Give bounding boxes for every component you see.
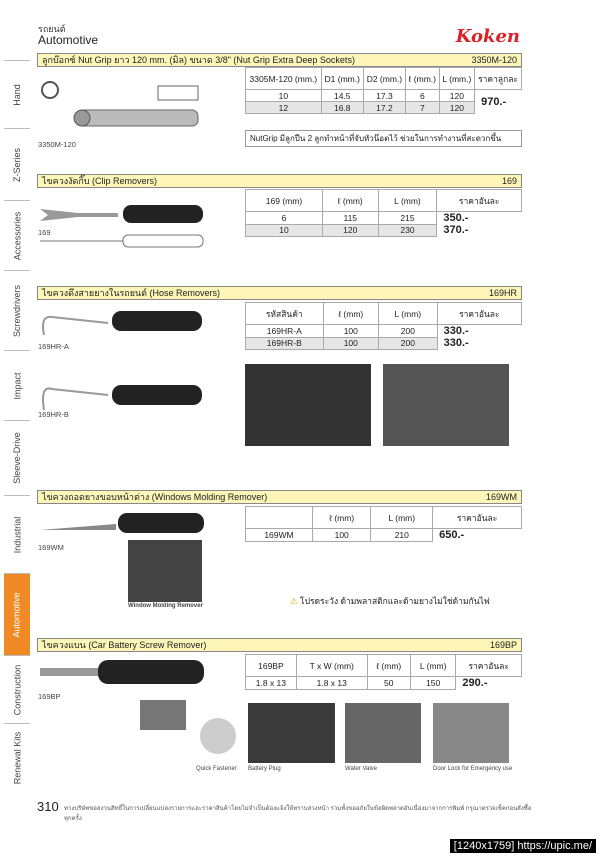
- column-header: ℓ (mm): [323, 303, 379, 325]
- clip-remover-image: [38, 195, 208, 265]
- molding-photo: [128, 540, 202, 602]
- product-note: NutGrip มีลูกปืน 2 ลูกทำหน้าที่จับหัวน๊อตไว้ ช่วยในการทำงานที่สะดวกขึ้น: [245, 130, 522, 147]
- socket-image: [38, 80, 208, 140]
- table-row: [246, 212, 522, 225]
- sidebar-tab-screwdrivers[interactable]: [4, 270, 30, 350]
- section-code: 3350M-120: [471, 55, 517, 65]
- table-row: [246, 325, 522, 338]
- table-cell: 215: [378, 212, 437, 225]
- column-header: ℓ (mm): [367, 655, 410, 677]
- section-code: 169: [501, 176, 517, 186]
- column-header: L (mm): [410, 655, 456, 677]
- table-cell: 16.8: [321, 102, 363, 114]
- photo-caption: Door Lock for Emergency use: [433, 766, 513, 772]
- photo-caption: Quick Fastener: [196, 766, 237, 772]
- photo-caption: Window Molding Remover: [128, 603, 203, 609]
- sidebar-tab-renewal-kits[interactable]: [4, 723, 30, 791]
- column-header: L (mm.): [439, 68, 474, 90]
- sidebar-tab-label: Construction: [12, 664, 22, 715]
- column-header: D2 (mm.): [363, 68, 405, 90]
- table-cell: 14.5: [321, 90, 363, 102]
- sidebar-tab-label: Automotive: [12, 591, 22, 638]
- column-header: ราคาอันละ: [456, 655, 522, 677]
- sidebar-tab-construction[interactable]: [4, 655, 30, 723]
- table-row: [246, 337, 522, 349]
- hose-remover-image: [38, 305, 208, 425]
- sidebar-tab-label: Sleeve-Drive: [12, 432, 22, 484]
- table-row: [246, 677, 522, 690]
- table-cell: 230: [378, 224, 437, 236]
- column-header: [246, 507, 313, 529]
- column-header: 3305M-120 (mm.): [246, 68, 322, 90]
- table-row: [246, 529, 522, 542]
- warning-icon: ⚠: [290, 596, 298, 606]
- engine-photo: [245, 364, 371, 446]
- column-header: ราคาอันละ: [437, 303, 521, 325]
- table-cell: 650.-: [433, 529, 522, 542]
- table-cell: 330.-: [437, 325, 521, 338]
- sidebar-tab-label: Accessories: [12, 211, 23, 260]
- section-title: ไขควงงัดกิ๊บ (Clip Removers): [42, 176, 158, 186]
- column-header: L (mm): [378, 190, 437, 212]
- table-cell: 100: [323, 325, 379, 338]
- blade-image: [140, 700, 186, 730]
- section-title: ไขควงแบน (Car Battery Screw Remover): [42, 640, 207, 650]
- table-cell: 10: [246, 90, 322, 102]
- section-window-molding: [37, 490, 522, 504]
- sidebar-tab-automotive[interactable]: [4, 573, 30, 655]
- brand-logo: Koken: [455, 26, 520, 47]
- section-code: 169BP: [489, 640, 517, 650]
- model-label: 169WM: [38, 543, 64, 552]
- model-label: 169HR-A: [38, 342, 69, 351]
- spec-table-hose-removers: [245, 302, 522, 350]
- section-battery-screw: [37, 638, 522, 652]
- sidebar-tab-label: Screwdrivers: [12, 284, 23, 337]
- table-row: [246, 90, 522, 102]
- door-lock-photo: [433, 703, 509, 763]
- page-number: 310: [37, 799, 59, 814]
- column-header: รหัสสินค้า: [246, 303, 324, 325]
- table-cell: 200: [379, 325, 438, 338]
- column-header: L (mm): [379, 303, 438, 325]
- table-cell: 370.-: [437, 224, 522, 236]
- section-hose-removers: [37, 286, 522, 300]
- table-cell: 115: [322, 212, 378, 225]
- column-header: D1 (mm.): [321, 68, 363, 90]
- model-label: 169: [38, 228, 51, 237]
- spec-table-battery-screw: [245, 654, 522, 690]
- sidebar-tab-label: Z-Series: [12, 147, 23, 182]
- table-cell: 169HR-A: [246, 325, 324, 338]
- engine-photo: [383, 364, 509, 446]
- table-cell: 120: [439, 102, 474, 114]
- section-clip-removers: [37, 174, 522, 188]
- watermark: [1240x1759] https://upic.me/: [450, 839, 596, 853]
- molding-remover-image: [38, 508, 208, 543]
- spec-table-clip-removers: [245, 189, 522, 237]
- sidebar-tab-label: Hand: [11, 83, 22, 106]
- section-title: ลูกบ๊อกซ์ Nut Grip ยาว 120 mm. (มิล) ขนาด 3/8" (Nut Grip Extra Deep Sockets): [42, 55, 355, 65]
- column-header: 169 (mm): [246, 190, 323, 212]
- column-header: ราคาลูกละ: [475, 68, 522, 90]
- table-cell: 100: [312, 529, 370, 542]
- sidebar-tab-accessories[interactable]: [4, 200, 30, 270]
- page-title: Automotive: [38, 33, 99, 47]
- spec-table-nut-grip: [245, 67, 522, 114]
- table-cell: 12: [246, 102, 322, 114]
- model-label: 169HR-B: [38, 410, 69, 419]
- section-title: ไขควงดึงสายยางในรถยนต์ (Hose Removers): [42, 288, 221, 298]
- battery-photo: [248, 703, 335, 763]
- table-cell: 150: [410, 677, 456, 690]
- fastener-image: [200, 718, 236, 754]
- sidebar-tab-label: Industrial: [12, 516, 22, 553]
- footer-disclaimer: ทางบริษัทขอสงวนสิทธิ์ในการเปลี่ยนแปลงรายการและราคาสินค้าโดยไม่จำเป็นต้องแจ้งให้ทราบล่วงหน้า รวมทั้งขออภัยในข้อผิดพลาดอันเนื่องมาจากการพิมพ์ กรุณาตรวจเช็คก่อนสั่งซื้อทุกครั้ง: [64, 806, 532, 822]
- photo-caption: Water Valve: [345, 766, 378, 772]
- table-cell: 120: [322, 224, 378, 236]
- table-cell: 120: [439, 90, 474, 102]
- sidebar-tab-label: Renewal Kits: [12, 731, 22, 784]
- section-code: 169WM: [485, 492, 517, 502]
- table-cell: 200: [379, 337, 438, 349]
- sidebar-tab-label: Impact: [12, 371, 23, 400]
- table-cell: 1.8 x 13: [296, 677, 367, 690]
- table-cell: 1.8 x 13: [246, 677, 297, 690]
- spec-table-molding: [245, 506, 522, 542]
- table-cell: 6: [246, 212, 323, 225]
- section-title: ไขควงถอดยางขอบหน้าต่าง (Windows Molding Remover): [42, 492, 268, 502]
- table-cell: 50: [367, 677, 410, 690]
- table-cell: 17.3: [363, 90, 405, 102]
- warning-text: [290, 594, 490, 608]
- sidebar-tab-impact[interactable]: [4, 350, 30, 420]
- column-header: ราคาอันละ: [437, 190, 522, 212]
- sidebar-tab-sleeve-drive[interactable]: [4, 420, 30, 495]
- table-cell: 350.-: [437, 212, 522, 225]
- battery-screw-image: [38, 656, 208, 691]
- column-header: ℓ (mm.): [405, 68, 439, 90]
- sidebar-tab-z-series[interactable]: [4, 128, 30, 200]
- table-cell: 100: [323, 337, 379, 349]
- table-cell: 7: [405, 102, 439, 114]
- section-nut-grip: [37, 53, 522, 67]
- column-header: ℓ (mm): [322, 190, 378, 212]
- table-cell: 169HR-B: [246, 337, 324, 349]
- column-header: 169BP: [246, 655, 297, 677]
- photo-caption: Battery Plug: [248, 766, 281, 772]
- column-header: T x W (mm): [296, 655, 367, 677]
- table-cell: 290.-: [456, 677, 522, 690]
- valve-photo: [345, 703, 421, 763]
- table-cell: 10: [246, 224, 323, 236]
- price-cell: 970.-: [475, 90, 522, 114]
- table-cell: 17.2: [363, 102, 405, 114]
- category-thai: รถยนต์: [38, 24, 66, 34]
- warning-label: โปรดระวัง ด้ามพลาสติกและด้ามยางไม่ใช่ด้ามกันไฟ: [300, 596, 490, 606]
- table-row: [246, 224, 522, 236]
- column-header: L (mm): [371, 507, 433, 529]
- sidebar-tab-industrial[interactable]: [4, 495, 30, 573]
- model-label: 169BP: [38, 692, 61, 701]
- table-cell: 169WM: [246, 529, 313, 542]
- sidebar-tab-hand[interactable]: [4, 60, 30, 128]
- table-cell: 330.-: [437, 337, 521, 349]
- table-cell: 6: [405, 90, 439, 102]
- table-cell: 210: [371, 529, 433, 542]
- column-header: ℓ (mm): [312, 507, 370, 529]
- section-code: 169HR: [488, 288, 517, 298]
- column-header: ราคาอันละ: [433, 507, 522, 529]
- model-label: 3350M-120: [38, 140, 76, 149]
